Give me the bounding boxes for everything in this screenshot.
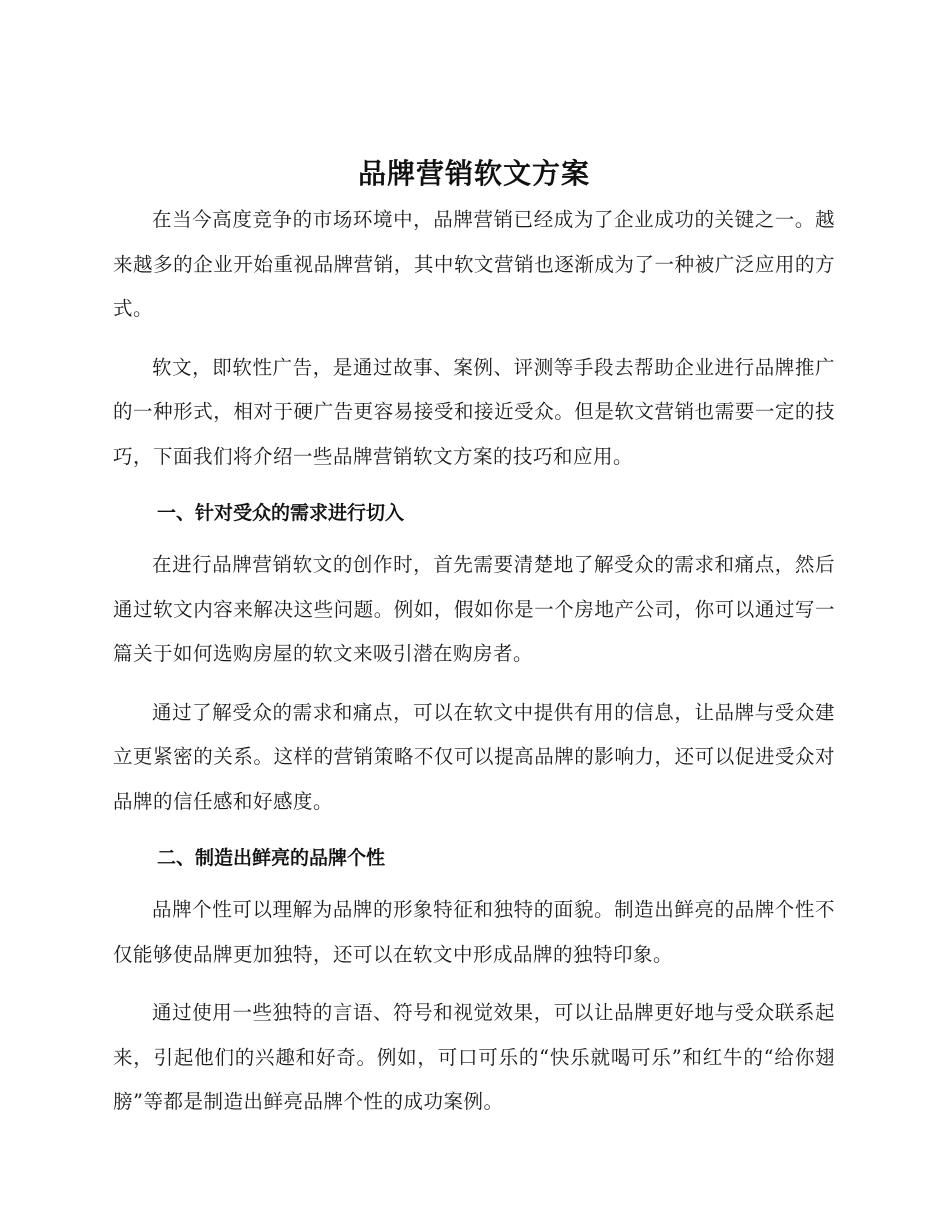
section-heading-brand-personality: 二、制造出鲜亮的品牌个性 — [157, 847, 386, 869]
document-body — [113, 150, 835, 1139]
brand-personality-paragraph-2: 通过使用一些独特的言语、符号和视觉效果，可以让品牌更好地与受众联系起来，引起他们的兴趣和好奇。例如，可口可乐的“快乐就喝可乐”和红牛的“给你翅膀”等都是制造出鲜亮品牌个性的成功案例。 — [113, 1001, 835, 1113]
soft-article-definition-paragraph: 软文，即软性广告，是通过故事、案例、评测等手段去帮助企业进行品牌推广的一种形式，相对于硬广告更容易接受和接近受众。但是软文营销也需要一定的技巧，下面我们将介绍一些品牌营销软文方案的技巧和应用。 — [113, 355, 835, 468]
document-title: 品牌营销软文方案 — [357, 157, 590, 190]
audience-needs-paragraph-1: 在进行品牌营销软文的创作时，首先需要清楚地了解受众的需求和痛点，然后通过软文内容来解决这些问题。例如，假如你是一个房地产公司，你可以通过写一篇关于如何选购房屋的软文来吸引潜在购房者。 — [113, 553, 835, 665]
intro-paragraph: 在当今高度竞争的市场环境中，品牌营销已经成为了企业成功的关键之一。越来越多的企业开始重视品牌营销，其中软文营销也逐渐成为了一种被广泛应用的方式。 — [113, 208, 835, 320]
brand-personality-paragraph-1: 品牌个性可以理解为品牌的形象特征和独特的面貌。制造出鲜亮的品牌个性不仅能够使品牌更加独特，还可以在软文中形成品牌的独特印象。 — [113, 898, 835, 966]
section-heading-audience-needs: 一、针对受众的需求进行切入 — [157, 502, 405, 524]
audience-needs-paragraph-2: 通过了解受众的需求和痛点，可以在软文中提供有用的信息，让品牌与受众建立更紧密的关系。这样的营销策略不仅可以提高品牌的影响力，还可以促进受众对品牌的信任感和好感度。 — [113, 700, 835, 813]
